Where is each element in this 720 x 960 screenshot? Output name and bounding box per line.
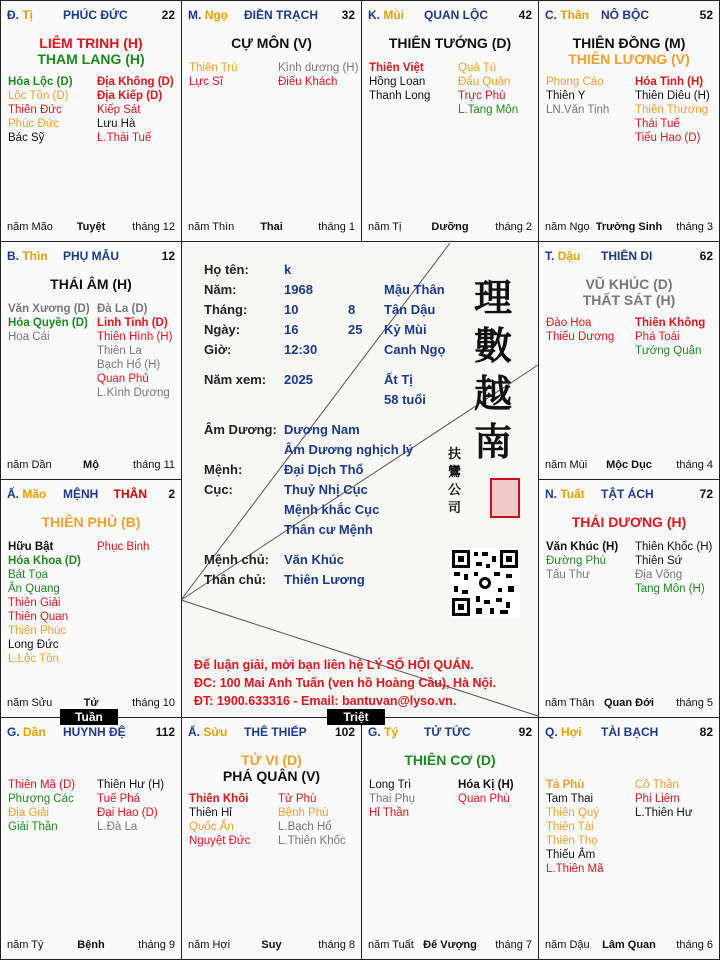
palace-footer	[545, 459, 713, 473]
minor-star: Thiên Khôi	[189, 793, 249, 805]
contact-line-1: Để luận giải, mời bạn liên hệ LÝ SỐ HỘI QUÁN.	[194, 658, 474, 672]
footer-stage: Mộ	[83, 459, 99, 471]
minor-star: Kiếp Sát	[97, 104, 141, 116]
minor-star: Thiên Diêu (H)	[635, 90, 710, 102]
main-star: PHÁ QUÂN (V)	[222, 768, 321, 784]
amduong-1: Dương Nam	[284, 422, 360, 437]
minor-star: Thai Phụ	[369, 793, 416, 805]
left-star-column	[8, 540, 81, 666]
minor-star: Thiên Sứ	[635, 555, 683, 567]
left-star-column	[8, 778, 75, 834]
minor-star: Linh Tinh (D)	[97, 317, 168, 329]
right-star-column	[458, 778, 514, 806]
logo-calligraphy	[474, 274, 512, 466]
palace-age: 22	[161, 8, 175, 22]
palace-age: 112	[155, 725, 175, 739]
viewyear-canchi: Ất Tị	[384, 372, 413, 387]
menhchu-value: Văn Khúc	[284, 552, 344, 567]
palace-footer	[188, 221, 355, 235]
main-stars	[1, 514, 181, 530]
amduong-label: Âm Dương:	[204, 422, 277, 437]
main-star: THIÊN LƯƠNG (V)	[568, 51, 690, 67]
palace-hoi	[538, 717, 720, 960]
footer-month: tháng 10	[132, 697, 175, 709]
thanchu-label: Thân chủ:	[204, 572, 267, 587]
left-star-column	[546, 778, 604, 876]
left-star-column	[189, 61, 238, 89]
minor-star: Thiên Tài	[546, 821, 594, 833]
minor-star: Địa Kiếp (D)	[97, 90, 163, 102]
viewyear-value: 2025	[284, 372, 313, 387]
minor-star: Quan Phù	[458, 793, 510, 805]
minor-star: Tuế Phá	[97, 793, 141, 805]
footer-month: tháng 9	[138, 939, 175, 951]
main-stars	[182, 752, 361, 784]
palace-than	[538, 0, 720, 242]
hour-label: Giờ:	[204, 342, 232, 357]
palace-age: 72	[699, 487, 713, 501]
palace-name: PHÚC ĐỨC	[63, 8, 128, 22]
footer-year: năm Sửu	[7, 697, 53, 709]
month-label: Tháng:	[204, 302, 248, 317]
minor-star: Kình dương (H)	[278, 62, 359, 74]
palace-name: MỆNH	[63, 487, 99, 501]
contact-address: ĐC: 100 Mai Anh Tuấn (ven hồ Hoàng Cầu), Hà Nội.	[194, 676, 497, 690]
minor-star: Hóa Tinh (H)	[635, 76, 704, 88]
logo-char-1: 理	[474, 275, 513, 320]
palace-name: TỬ TỨC	[424, 725, 471, 739]
minor-star: Đường Phù	[546, 555, 606, 567]
minor-star: Thiên Y	[546, 90, 586, 102]
footer-stage: Thai	[260, 221, 283, 233]
palace-footer	[7, 221, 175, 235]
minor-star: Thiên Thọ	[546, 835, 598, 847]
palace-name: PHỤ MẪU	[63, 249, 119, 263]
palace-footer	[368, 939, 532, 953]
main-stars	[182, 35, 361, 51]
day-lunar: 25	[348, 322, 363, 337]
palace-age: 32	[341, 8, 355, 22]
footer-month: tháng 4	[676, 459, 713, 471]
minor-star: Thanh Long	[369, 90, 431, 102]
palace-stem-branch: G. Dần	[7, 725, 46, 739]
minor-star: Quan Phủ	[97, 373, 149, 385]
main-star: LIÊM TRINH (H)	[39, 35, 143, 51]
palace-footer	[368, 221, 532, 235]
minor-star: Lộc Tồn (D)	[8, 90, 69, 102]
main-stars	[362, 35, 538, 51]
footer-year: năm Hợi	[188, 939, 231, 951]
minor-star: Tướng Quân	[635, 345, 702, 357]
palace-ngo	[181, 0, 362, 242]
minor-star: Bát Tọa	[8, 569, 49, 581]
palace-stem-branch: M. Ngọ	[188, 8, 229, 22]
minor-star: L.Thái Tuế	[97, 132, 152, 144]
main-star: THÁI ÂM (H)	[50, 276, 132, 292]
minor-star: Phục Binh	[97, 541, 150, 553]
tuan-marker: Tuần	[60, 709, 118, 725]
left-star-column	[546, 75, 609, 117]
year-canchi: Mậu Thân	[384, 282, 445, 297]
palace-stem-branch: T. Dậu	[545, 249, 581, 263]
palace-stem-branch: B. Thìn	[7, 249, 48, 263]
palace-header	[7, 487, 175, 503]
palace-name: TÀI BẠCH	[601, 725, 659, 739]
cuc-label: Cục:	[204, 482, 233, 497]
footer-stage: Bệnh	[77, 939, 105, 951]
minor-star: LN.Văn Tinh	[546, 104, 610, 116]
palace-thin	[0, 241, 182, 480]
palace-age: 92	[518, 725, 532, 739]
footer-stage: Trường Sinh	[595, 221, 663, 233]
minor-star: Ân Quang	[8, 583, 60, 595]
minor-star: Thiên Trù	[189, 62, 238, 74]
main-star: THIÊN ĐỒNG (M)	[572, 35, 686, 51]
main-star: THIÊN CƠ (D)	[404, 752, 496, 768]
logo-char-3: 越	[474, 371, 513, 416]
palace-header	[7, 8, 175, 24]
right-star-column	[635, 316, 705, 358]
palace-header	[7, 249, 175, 265]
footer-stage: Tuyệt	[76, 221, 106, 233]
minor-star: Bạch Hổ (H)	[97, 359, 161, 371]
footer-stage: Mộc Dục	[606, 459, 652, 471]
minor-star: Đại Hao (D)	[97, 807, 158, 819]
minor-star: Thiên Thương	[635, 104, 709, 116]
footer-stage: Suy	[261, 939, 282, 951]
footer-month: tháng 12	[132, 221, 175, 233]
minor-star: Địa Giải	[8, 807, 49, 819]
palace-footer	[7, 459, 175, 473]
footer-year: năm Dần	[7, 459, 52, 471]
minor-star: L.Lộc Tồn	[8, 653, 59, 665]
palace-age: 42	[518, 8, 532, 22]
right-star-column	[97, 540, 149, 554]
minor-star: Tiểu Hao (D)	[635, 132, 701, 144]
footer-month: tháng 5	[676, 697, 713, 709]
seal-char-3: 公	[448, 483, 462, 498]
seal-char-4: 司	[448, 501, 462, 516]
left-star-column	[8, 302, 90, 344]
palace-footer	[7, 939, 175, 953]
seal-char-1: 扶	[448, 447, 462, 462]
month-lunar: 8	[348, 302, 356, 317]
minor-star: Lực Sĩ	[189, 76, 223, 88]
minor-star: Quả Tú	[458, 62, 497, 74]
palace-name: THÊ THIẾP	[244, 725, 307, 739]
footer-year: năm Tý	[7, 939, 44, 951]
palace-header	[545, 249, 713, 265]
left-star-column	[369, 778, 415, 820]
minor-star: L.Tang Môn	[458, 104, 519, 116]
qr-code-icon	[450, 548, 520, 618]
minor-star: Phá Toái	[635, 331, 680, 343]
minor-star: Thiên Hư (H)	[97, 779, 165, 791]
minor-star: Phúc Đức	[8, 118, 60, 130]
minor-star: Phượng Các	[8, 793, 74, 805]
footer-year: năm Thân	[545, 697, 595, 709]
name-value: k	[284, 262, 292, 277]
seal-text	[448, 446, 461, 518]
left-star-column	[189, 792, 250, 848]
minor-star: Địa Võng	[635, 569, 683, 581]
palace-stem-branch: N. Tuất	[545, 487, 585, 501]
day-canchi: Kỷ Mùi	[384, 322, 427, 337]
right-star-column	[635, 75, 710, 145]
cuc-1: Thuỷ Nhị Cục	[284, 482, 368, 497]
palace-name: THIÊN DI	[601, 249, 653, 263]
minor-star: Cô Thần	[635, 779, 679, 791]
minor-star: L.Thiên Mã	[546, 863, 604, 875]
footer-stage: Đế Vượng	[423, 939, 477, 951]
palace-name: QUAN LỘC	[424, 8, 488, 22]
menhchu-label: Mệnh chủ:	[204, 552, 269, 567]
right-star-column	[635, 540, 712, 596]
palace-stem-branch: Q. Hợi	[545, 725, 582, 739]
footer-year: năm Dậu	[545, 939, 590, 951]
footer-month: tháng 3	[676, 221, 713, 233]
palace-age: 12	[161, 249, 175, 263]
month-solar: 10	[284, 302, 299, 317]
main-stars	[362, 752, 538, 768]
minor-star: Thiên Quý	[546, 807, 600, 819]
footer-year: năm Mùi	[545, 459, 588, 471]
minor-star: Hóa Quyền (D)	[8, 317, 88, 329]
palace-age: 52	[699, 8, 713, 22]
cuc-3: Thân cư Mệnh	[284, 522, 373, 537]
minor-star: Giải Thần	[8, 821, 58, 833]
right-star-column	[278, 792, 346, 848]
left-star-column	[546, 316, 614, 344]
minor-star: Thiên Việt	[369, 62, 424, 74]
minor-star: Thái Tuế	[635, 118, 680, 130]
palace-tys	[361, 717, 539, 960]
palace-header	[545, 8, 713, 24]
palace-age: 102	[334, 725, 355, 739]
footer-year: năm Mão	[7, 221, 53, 233]
palace-age: 62	[699, 249, 713, 263]
palace-footer	[188, 939, 355, 953]
palace-name: HUYNH ĐỆ	[63, 725, 126, 739]
minor-star: Đào Hoa	[546, 317, 592, 329]
palace-age: 2	[168, 487, 175, 501]
footer-month: tháng 6	[676, 939, 713, 951]
minor-star: Điếu Khách	[278, 76, 338, 88]
right-star-column	[97, 778, 164, 834]
minor-star: Nguyệt Đức	[189, 835, 251, 847]
minor-star: Phi Liêm	[635, 793, 680, 805]
footer-month: tháng 2	[495, 221, 532, 233]
main-stars	[539, 514, 719, 530]
palace-tuat	[538, 479, 720, 718]
palace-suu	[181, 717, 362, 960]
day-label: Ngày:	[204, 322, 241, 337]
minor-star: Hóa Kị (H)	[458, 779, 514, 791]
main-star: VŨ KHÚC (D)	[585, 276, 673, 292]
age-text: 58 tuổi	[384, 392, 426, 407]
minor-star: Long Đức	[8, 639, 59, 651]
palace-header	[368, 8, 532, 24]
contact-phone-email: ĐT: 1900.633316 - Email: bantuvan@lyso.vn.	[194, 694, 457, 708]
right-star-column	[97, 302, 172, 400]
palace-name: NÔ BỘC	[601, 8, 649, 22]
minor-star: Hỉ Thần	[369, 807, 410, 819]
logo-char-2: 數	[474, 323, 513, 368]
minor-star: Văn Xương (D)	[8, 303, 90, 315]
palace-stem-branch: K. Mùi	[368, 8, 405, 22]
minor-star: Đà La (D)	[97, 303, 148, 315]
footer-month: tháng 8	[318, 939, 355, 951]
palace-stem-branch: C. Thân	[545, 8, 590, 22]
minor-star: Hóa Lộc (D)	[8, 76, 73, 88]
minor-star: Thiên Khốc (H)	[635, 541, 713, 553]
palace-footer	[545, 697, 713, 711]
minor-star: Thiên Hình (H)	[97, 331, 173, 343]
minor-star: Tả Phù	[546, 779, 585, 791]
palace-stem-branch: Ấ. Sửu	[188, 725, 228, 739]
center-info	[180, 240, 540, 718]
minor-star: Thiếu Âm	[546, 849, 596, 861]
minor-star: Hồng Loan	[369, 76, 426, 88]
footer-year: năm Tuất	[368, 939, 414, 951]
hour-value: 12:30	[284, 342, 318, 357]
palace-footer	[545, 939, 713, 953]
footer-year: năm Thìn	[188, 221, 235, 233]
minor-star: Quốc Ấn	[189, 821, 234, 833]
footer-year: năm Tị	[368, 221, 402, 233]
day-solar: 16	[284, 322, 299, 337]
minor-star: L.Bạch Hổ	[278, 821, 332, 833]
left-star-column	[369, 61, 430, 103]
minor-star: Thiên Phúc	[8, 625, 67, 637]
palace-header	[545, 725, 713, 741]
minor-star: Thiên Đức	[8, 104, 62, 116]
main-star: TỬ VI (D)	[241, 752, 302, 768]
than-marker: THÂN	[113, 487, 147, 501]
palace-footer	[545, 221, 713, 235]
left-star-column	[546, 540, 618, 582]
footer-stage: Dưỡng	[431, 221, 469, 233]
name-label: Họ tên:	[204, 262, 249, 277]
triet-marker: Triệt	[327, 709, 385, 725]
palace-dan	[0, 717, 182, 960]
main-star: CỰ MÔN (V)	[231, 35, 312, 51]
main-stars	[1, 35, 181, 67]
main-star: THIÊN TƯỚNG (D)	[388, 35, 512, 51]
palace-header	[545, 487, 713, 503]
minor-star: Bác Sỹ	[8, 132, 45, 144]
logo-char-4: 南	[474, 419, 513, 464]
minor-star: Thiên La	[97, 345, 142, 357]
thanchu-value: Thiên Lương	[284, 572, 365, 587]
menh-value: Đại Dịch Thổ	[284, 462, 364, 477]
footer-stage: Lâm Quan	[602, 939, 656, 951]
main-star: THÁI DƯƠNG (H)	[571, 514, 687, 530]
hour-canchi: Canh Ngọ	[384, 342, 446, 357]
red-seal-icon	[490, 478, 520, 518]
palace-ty	[0, 0, 182, 242]
minor-star: Thiên Mã (D)	[8, 779, 76, 791]
minor-star: L.Kình Dương	[97, 387, 170, 399]
minor-star: L.Đà La	[97, 821, 138, 833]
minor-star: Lưu Hà	[97, 118, 136, 130]
minor-star: Long Trì	[369, 779, 412, 791]
minor-star: Trực Phù	[458, 90, 506, 102]
minor-star: Tang Môn (H)	[635, 583, 705, 595]
palace-dau	[538, 241, 720, 480]
palace-stem-branch: Đ. Tị	[7, 8, 34, 22]
minor-star: Phong Cáo	[546, 76, 604, 88]
minor-star: Hóa Khoa (D)	[8, 555, 81, 567]
palace-header	[368, 725, 532, 741]
footer-month: tháng 7	[495, 939, 532, 951]
main-stars	[1, 276, 181, 292]
right-star-column	[97, 75, 174, 145]
right-star-column	[278, 61, 358, 89]
main-stars	[539, 35, 719, 67]
footer-month: tháng 1	[318, 221, 355, 233]
right-star-column	[635, 778, 693, 820]
minor-star: Hoa Cái	[8, 331, 50, 343]
amduong-2: Âm Dương nghịch lý	[284, 442, 414, 457]
minor-star: Tử Phù	[278, 793, 317, 805]
palace-mui	[361, 0, 539, 242]
footer-year: năm Ngọ	[545, 221, 590, 233]
minor-star: Hữu Bật	[8, 541, 54, 553]
minor-star: Tam Thai	[546, 793, 594, 805]
minor-star: Thiên Giải	[8, 597, 61, 609]
minor-star: Văn Khúc (H)	[546, 541, 619, 553]
palace-name: TẬT ÁCH	[601, 487, 654, 501]
palace-stem-branch: Ấ. Mão	[7, 487, 47, 501]
minor-star: L.Thiên Hư	[635, 807, 693, 819]
main-star: THAM LANG (H)	[37, 51, 145, 67]
minor-star: Tấu Thư	[546, 569, 590, 581]
main-stars	[539, 276, 719, 308]
seal-char-2: 鸞	[448, 465, 462, 480]
menh-label: Mệnh:	[204, 462, 243, 477]
palace-mao	[0, 479, 182, 718]
main-star: THIÊN PHỦ (B)	[41, 514, 141, 530]
palace-stem-branch: G. Tý	[368, 725, 399, 739]
footer-stage: Quan Đới	[604, 697, 654, 709]
palace-header	[188, 8, 355, 24]
minor-star: Thiên Hỉ	[189, 807, 232, 819]
cuc-2: Mệnh khắc Cục	[284, 502, 380, 517]
palace-header	[188, 725, 355, 741]
footer-stage: Tử	[83, 697, 99, 709]
minor-star: Đẩu Quân	[458, 76, 511, 88]
minor-star: L.Thiên Khốc	[278, 835, 346, 847]
palace-name: ĐIỀN TRẠCH	[244, 8, 318, 22]
right-star-column	[458, 61, 518, 117]
palace-header	[7, 725, 175, 741]
footer-month: tháng 11	[132, 459, 175, 471]
month-canchi: Tân Dậu	[384, 302, 436, 317]
minor-star: Thiên Quan	[8, 611, 69, 623]
minor-star: Bệnh Phù	[278, 807, 329, 819]
main-star: THẤT SÁT (H)	[582, 292, 676, 308]
year-label: Năm:	[204, 282, 237, 297]
minor-star: Địa Không (D)	[97, 76, 174, 88]
year-value: 1968	[284, 282, 313, 297]
viewyear-label: Năm xem:	[204, 372, 267, 387]
palace-age: 82	[699, 725, 713, 739]
left-star-column	[8, 75, 73, 145]
minor-star: Thiếu Dương	[546, 331, 615, 343]
minor-star: Thiên Không	[635, 317, 706, 329]
